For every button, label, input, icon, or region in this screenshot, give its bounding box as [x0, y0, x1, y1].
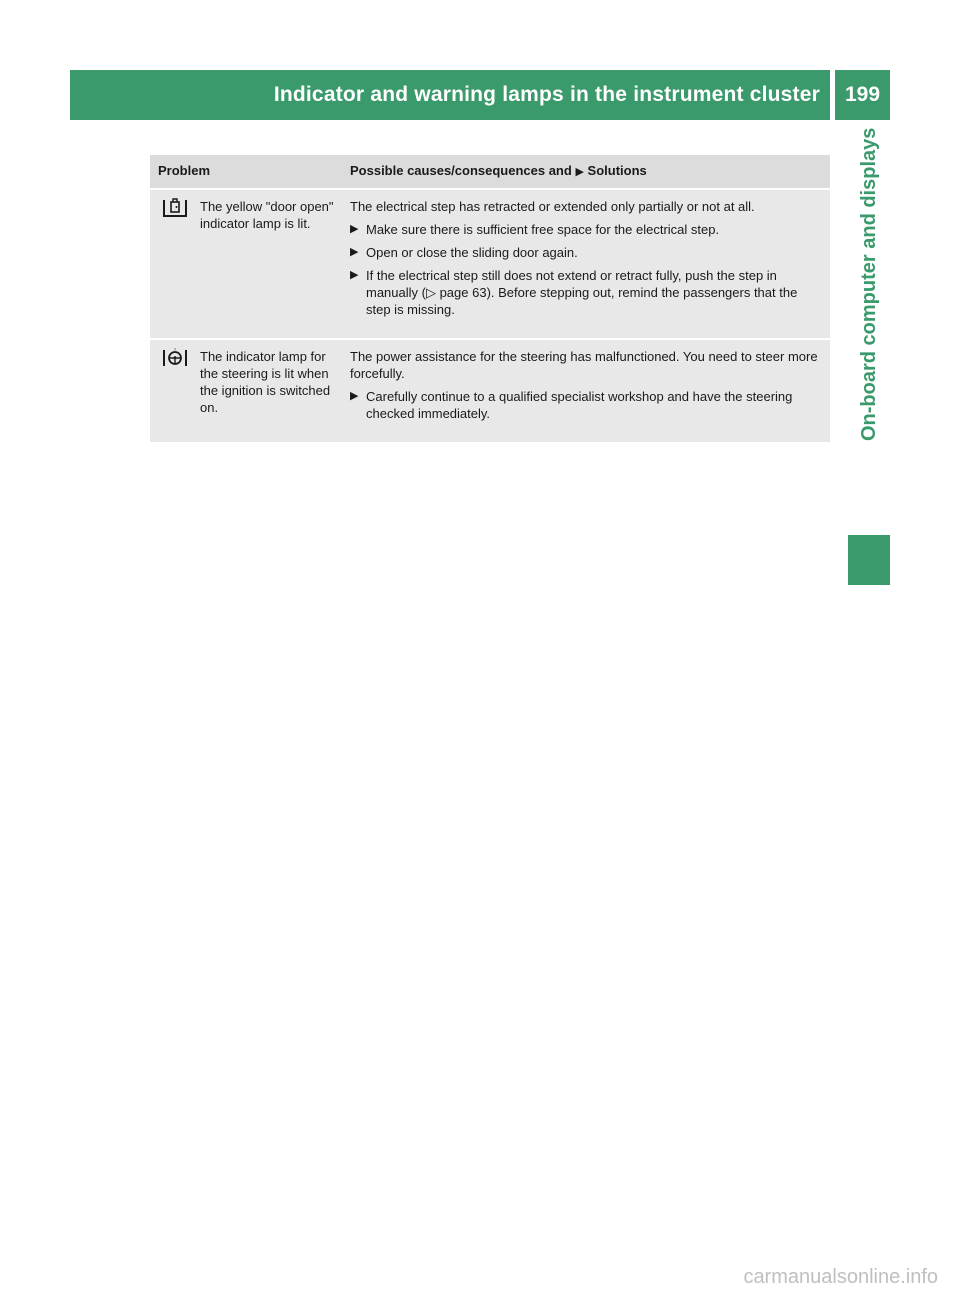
watermark: carmanualsonline.info	[743, 1266, 938, 1288]
problem-text: The yellow "door open" indicator lamp is lit.	[200, 199, 334, 231]
side-tab	[848, 128, 890, 528]
page-number: 199	[835, 70, 890, 120]
action-arrow-icon: ▶	[350, 269, 359, 281]
action-text: If the electrical step still does not extend or retract fully, push the step in manually (▷ page 63). Before stepping out, remind the passengers that the step is missing.	[366, 268, 798, 317]
table-header-row	[150, 155, 830, 189]
table-row	[150, 339, 830, 442]
cause-text: The power assistance for the steering has malfunctioned. You need to steer more forcefully.	[350, 349, 818, 381]
svg-text:!: !	[173, 348, 177, 354]
column-header-solutions-prefix: Possible causes/consequences and	[350, 163, 572, 178]
problem-cell	[150, 189, 342, 339]
solution-cell	[342, 189, 830, 339]
cause-text: The electrical step has retracted or extended only partially or not at all.	[350, 199, 755, 214]
action-text: Open or close the sliding door again.	[366, 245, 578, 260]
problem-text: The indicator lamp for the steering is lit when the ignition is switched on.	[200, 349, 331, 415]
problem-cell	[150, 339, 342, 442]
column-header-problem-label: Problem	[158, 163, 211, 178]
action-arrow-icon: ▶	[350, 246, 359, 258]
action-item	[350, 267, 822, 318]
action-item	[350, 388, 822, 422]
action-text: Make sure there is sufficient free space for the electrical step.	[366, 222, 720, 237]
action-arrow-icon: ▶	[350, 390, 359, 402]
page-title: Indicator and warning lamps in the instrument cluster	[273, 83, 820, 106]
action-arrow-icon: ▶	[575, 166, 584, 178]
action-text: Carefully continue to a qualified specialist workshop and have the steering checked immediately.	[366, 389, 793, 421]
action-arrow-icon: ▶	[350, 223, 359, 235]
column-header-solutions	[342, 155, 830, 189]
column-header-solutions-suffix: Solutions	[587, 163, 647, 178]
header-bar	[70, 70, 830, 120]
door-open-icon	[158, 198, 192, 218]
column-header-problem	[150, 155, 342, 189]
action-item	[350, 221, 822, 238]
indicator-table	[150, 155, 830, 442]
side-tab-marker	[848, 535, 890, 585]
solution-cell	[342, 339, 830, 442]
table-row	[150, 189, 830, 339]
action-item	[350, 244, 822, 261]
side-tab-label: On-board computer and displays	[857, 128, 880, 442]
power-steering-icon	[158, 348, 192, 368]
